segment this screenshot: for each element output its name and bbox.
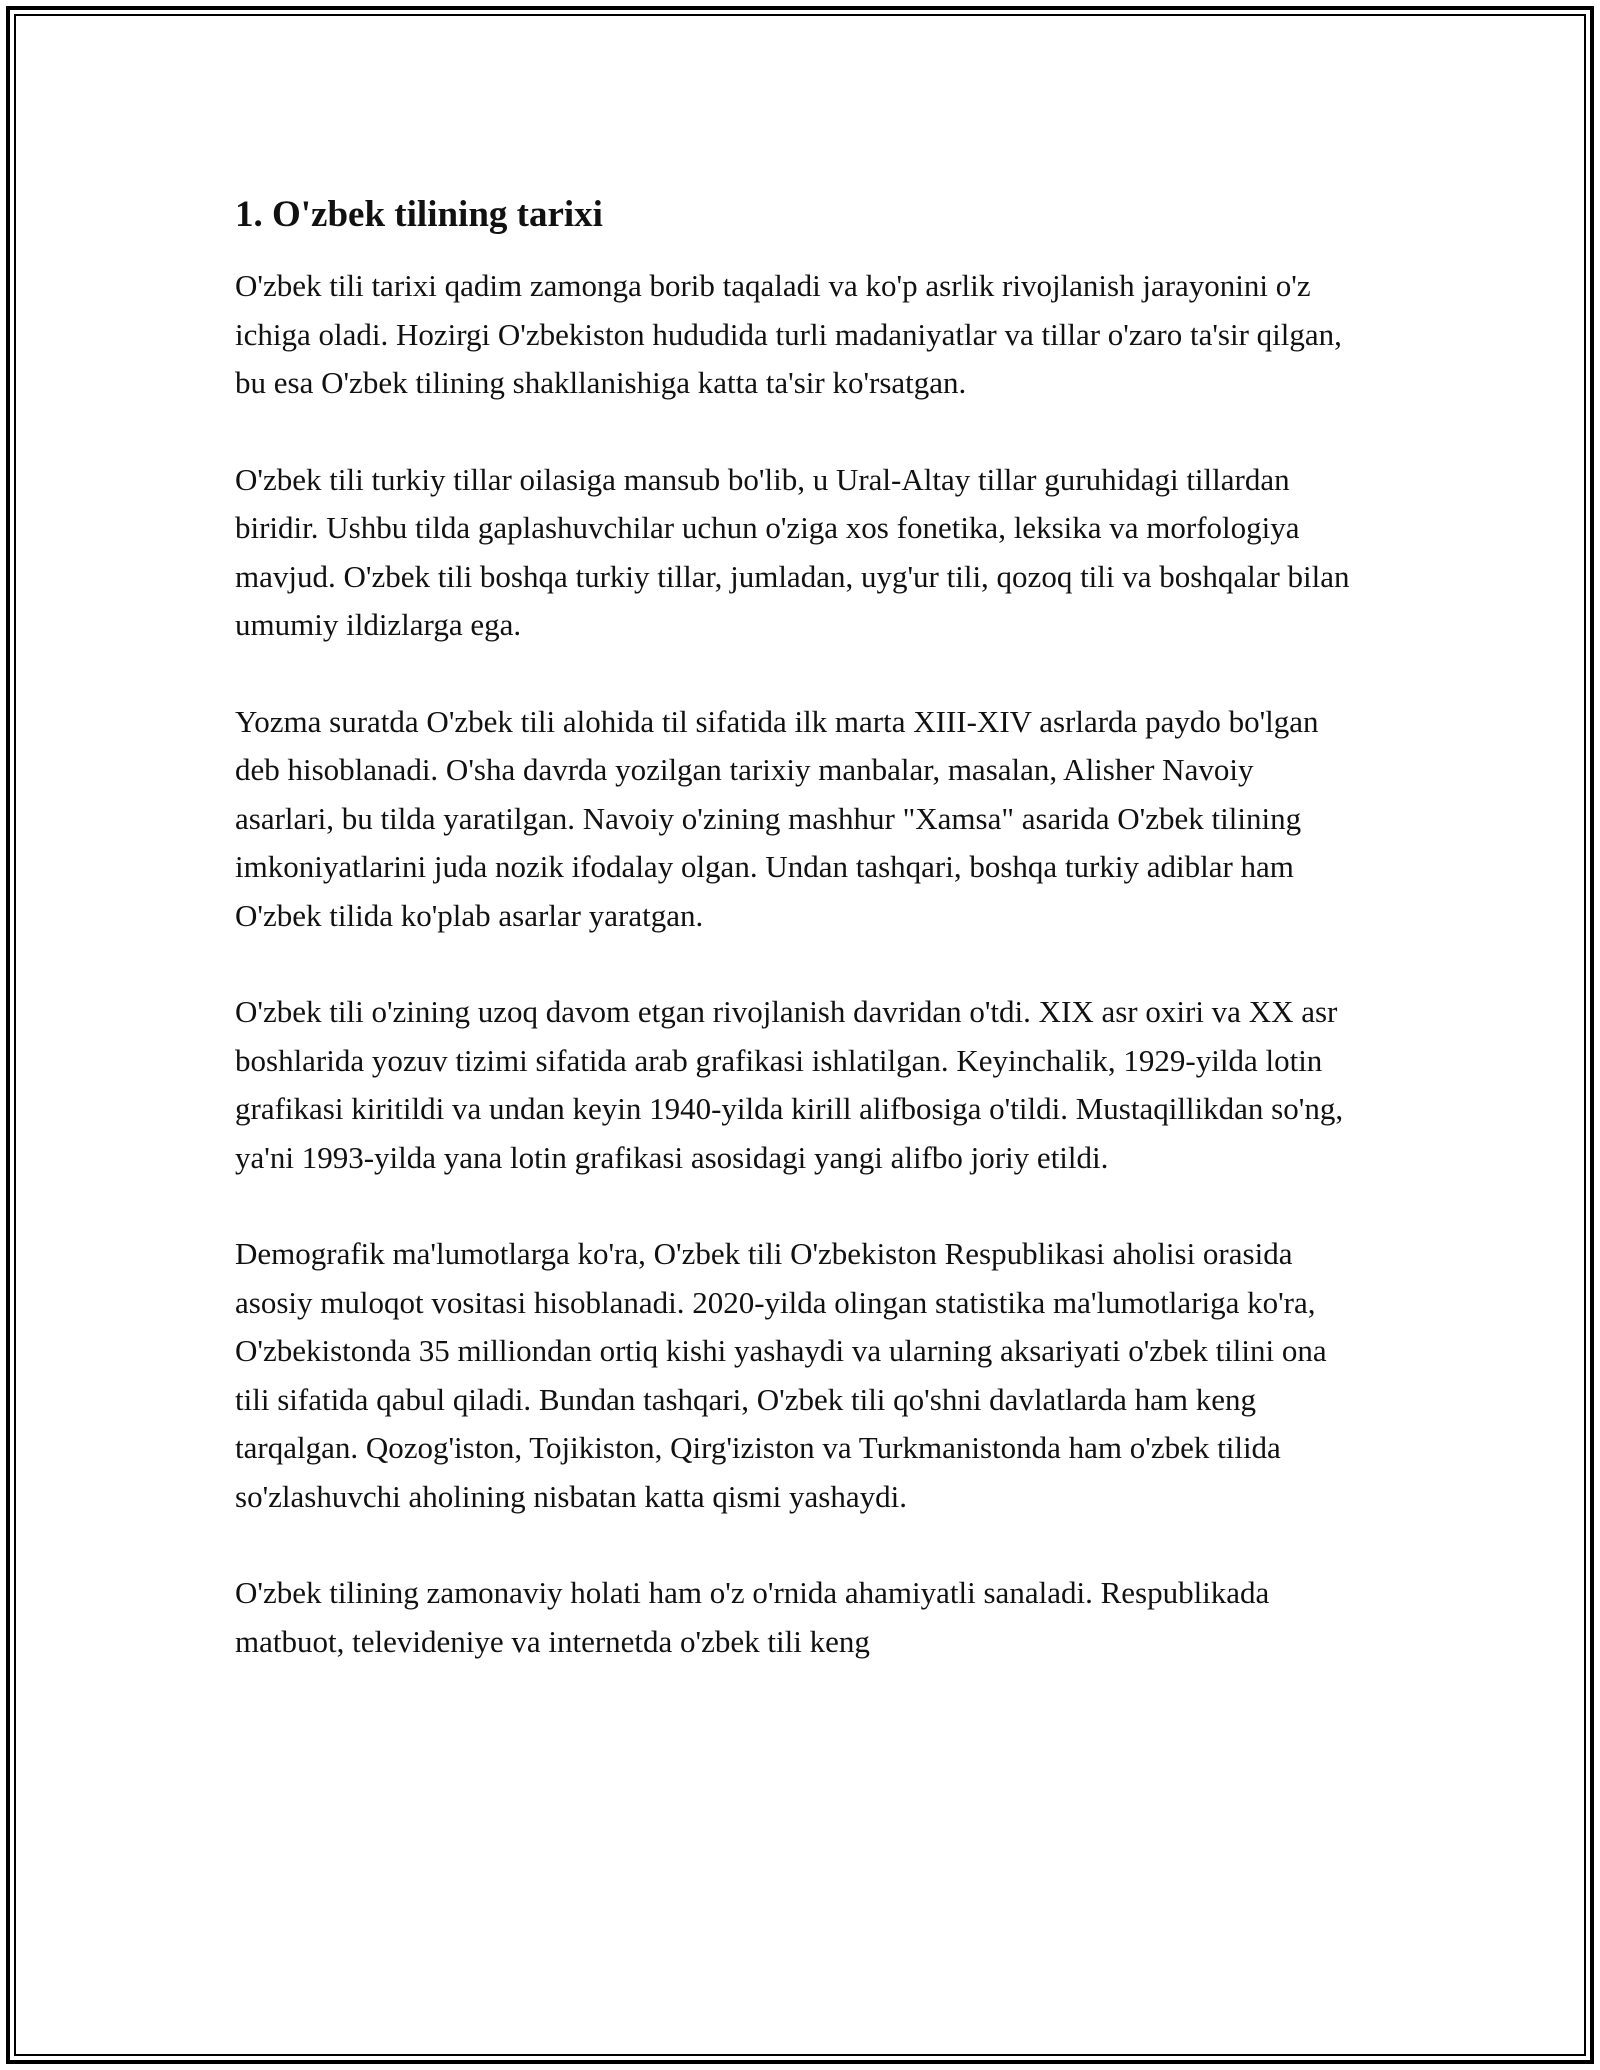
paragraph-6: O'zbek tilining zamonaviy holati ham o'z o'rnida ahamiyatli sanaladi. Respublikada matbuot, televideniye va internetda o'zbek tili keng	[235, 1575, 1270, 1659]
paragraph-2: O'zbek tili turkiy tillar oilasiga mansub bo'lib, u Ural-Altay tillar guruhidagi tillardan biridir. Ushbu tilda gaplashuvchilar uchun o'ziga xos fonetika, leksika va morfologiya mavjud. O'zbek tili boshqa turkiy tillar, jumladan, uyg'ur tili, qozoq tili va boshqalar bilan umumiy ildizlarga ega.	[235, 461, 1350, 642]
document-body	[235, 187, 1360, 1714]
paragraph-3: Yozma suratda O'zbek tili alohida til sifatida ilk marta XIII-XIV asrlarda paydo bo'lgan deb hisoblanadi. O'sha davrda yozilgan tarixiy manbalar, masalan, Alisher Navoiy asarlari, bu tilda yaratilgan. Navoiy o'zining mashhur "Xamsa" asarida O'zbek tilining imkoniyatlarini juda nozik ifodalay olgan. Undan tashqari, boshqa turkiy adiblar ham O'zbek tilida ko'plab asarlar yaratgan.	[235, 703, 1319, 933]
paragraph-5: Demografik ma'lumotlarga ko'ra, O'zbek tili O'zbekiston Respublikasi aholisi orasida asosiy muloqot vositasi hisoblanadi. 2020-yilda olingan statistika ma'lumotlariga ko'ra, O'zbekistonda 35 milliondan ortiq kishi yashaydi va ularning aksariyati o'zbek tilini ona tili sifatida qabul qiladi. Bundan tashqari, O'zbek tili qo'shni davlatlarda ham keng tarqalgan. Qozog'iston, Tojikiston, Qirg'iziston va Turkmanistonda ham o'zbek tilida so'zlashuvchi aholining nisbatan katta qismi yashaydi.	[235, 1236, 1327, 1514]
paragraph-4: O'zbek tili o'zining uzoq davom etgan rivojlanish davridan o'tdi. XIX asr oxiri va XX asr boshlarida yozuv tizimi sifatida arab grafikasi ishlatilgan. Keyinchalik, 1929-yilda lotin grafikasi kiritildi va undan keyin 1940-yilda kirill alifbosiga o'tildi. Mustaqillikdan so'ng, ya'ni 1993-yilda yana lotin grafikasi asosidagi yangi alifbo joriy etildi.	[235, 994, 1344, 1175]
section-heading: 1. O'zbek tilining tarixi	[235, 194, 603, 235]
paragraph-1: O'zbek tili tarixi qadim zamonga borib taqaladi va ko'p asrlik rivojlanish jarayonini o'z ichiga oladi. Hozirgi O'zbekiston hududida turli madaniyatlar va tillar o'zaro ta'sir qilgan, bu esa O'zbek tilining shakllanishiga katta ta'sir ko'rsatgan.	[235, 268, 1342, 400]
